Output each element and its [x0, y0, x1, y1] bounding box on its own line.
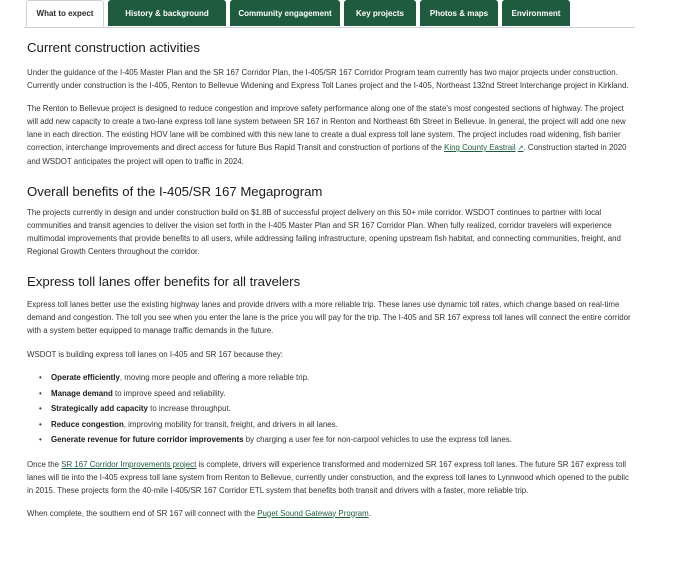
main-content [27, 40, 633, 520]
renton-bellevue-paragraph [27, 102, 633, 168]
tab-community-engagement[interactable]: Community engagement [230, 0, 340, 26]
benefits-paragraph: The projects currently in design and under construction build on $1.8B of successful project delivery on this 50+ mile corridor. WSDOT continues to partner with local communities and transit agencies to deliver the vision set forth in the I-405 Master Plan and SR 167 Corridor Plan. When fully realized, corridor travelers will experience multimodal improvements that provide benefits to all users, while addressing failing infrastructure, opening upstream fish habitat, and connecting communities, freight, and Regional Growth Centers throughout the corridor. [27, 208, 621, 256]
king-county-eastrail-link[interactable] [444, 143, 523, 152]
list-item-text: , improving mobility for transit, freight, and drivers in all lanes. [123, 419, 338, 429]
paragraph-text: is complete, drivers will experience transformed and modernized SR 167 express toll lanes. The future SR 167 express toll lanes will tie into the I-405 express toll lane system from Renton to Bellevue, currently under construction, and the express toll lanes to Lynnwood which opened to the public in 2015. These projects form the 40-mile I-405/SR 167 Corridor ETL system that benefits both transit and drivers with a faster, more reliable trip. [27, 459, 629, 495]
express-toll-intro-paragraph: Express toll lanes better use the existing highway lanes and provide drivers with a more reliable trip. These lanes use dynamic toll rates, which change based on real-time demand and congestion. The toll you see when you enter the lane is the price you will pay for the trip. The I-405 and SR 167 express toll lanes will connect the entire corridor with a system better equipped to manage traffic demands in the future. [27, 300, 631, 335]
list-item [51, 417, 633, 433]
tab-what-to-expect[interactable]: What to expect [26, 0, 104, 27]
external-link-icon: ↗ [517, 145, 524, 152]
paragraph-text: The Renton to Bellevue project is designed to reduce congestion and improve safety performance along one of the state's most congested sections of highway. The project will add new capacity to create a two-lane express toll lane system between SR 167 in Renton and Northeast 6th Street in Bellevue. In general, the project will add one new lane in each direction. The existing HOV lane will be combined with this new lane to create a dual express toll lane system. The project includes road widening, fish barrier correction, interchange improvements and direct access for future Bus Rapid Transit and construction of portions of the [27, 104, 626, 152]
puget-sound-gateway-link[interactable]: Puget Sound Gateway Program [257, 508, 369, 518]
tab-bar [24, 0, 635, 28]
paragraph-text: . Construction started in 2020 and WSDOT anticipates the project will open to traffic in 2024. [27, 143, 627, 166]
sr167-paragraph [27, 458, 633, 497]
list-item-bold: Generate revenue for future corridor improvements [51, 435, 244, 444]
link-text: King County Eastrail [444, 143, 516, 152]
list-item-text: , moving more people and offering a more reliable trip. [119, 373, 310, 382]
tab-history-background[interactable]: History & background [108, 0, 226, 26]
list-item-bold: Manage demand [51, 388, 113, 398]
section-heading-express-toll-lanes: Express toll lanes offer benefits for all travelers [27, 274, 301, 289]
list-item [51, 401, 633, 417]
sr167-corridor-improvements-link[interactable]: SR 167 Corridor Improvements project [61, 459, 197, 469]
tab-photos-maps[interactable]: Photos & maps [420, 0, 498, 26]
list-item-text: to improve speed and reliability. [112, 388, 226, 398]
list-item-bold: Strategically add capacity [51, 404, 148, 413]
wsdot-building-paragraph: WSDOT is building express toll lanes on I-405 and SR 167 because they: [27, 350, 284, 359]
list-item-text: by charging a user fee for non-carpool vehicles to use the express toll lanes. [243, 435, 512, 444]
list-item [51, 432, 633, 448]
list-item [51, 370, 633, 386]
tab-environment[interactable]: Environment [502, 0, 570, 26]
paragraph-text: When complete, the southern end of SR 167 will connect with the [27, 508, 258, 518]
paragraph-text: Once the [27, 459, 62, 469]
benefits-list [27, 370, 633, 448]
list-item-bold: Operate efficiently [51, 373, 120, 382]
tab-key-projects[interactable]: Key projects [344, 0, 416, 26]
gateway-paragraph [27, 507, 633, 520]
construction-intro-paragraph: Under the guidance of the I-405 Master Plan and the SR 167 Corridor Plan, the I-405/SR 167 Corridor Program team currently has two major projects under construction. Currently under construction is the I-405, Renton to Bellevue Widening and Express Toll Lanes project and the I-405, Northeast 132nd Street Interchange project in Kirkland. [27, 68, 629, 90]
list-item-bold: Reduce congestion [51, 419, 124, 429]
paragraph-text: . [368, 508, 371, 518]
list-item [51, 386, 633, 402]
section-heading-construction: Current construction activities [27, 40, 200, 55]
list-item-text: to increase throughput. [147, 404, 231, 413]
section-heading-benefits: Overall benefits of the I-405/SR 167 Megaprogram [27, 184, 323, 199]
